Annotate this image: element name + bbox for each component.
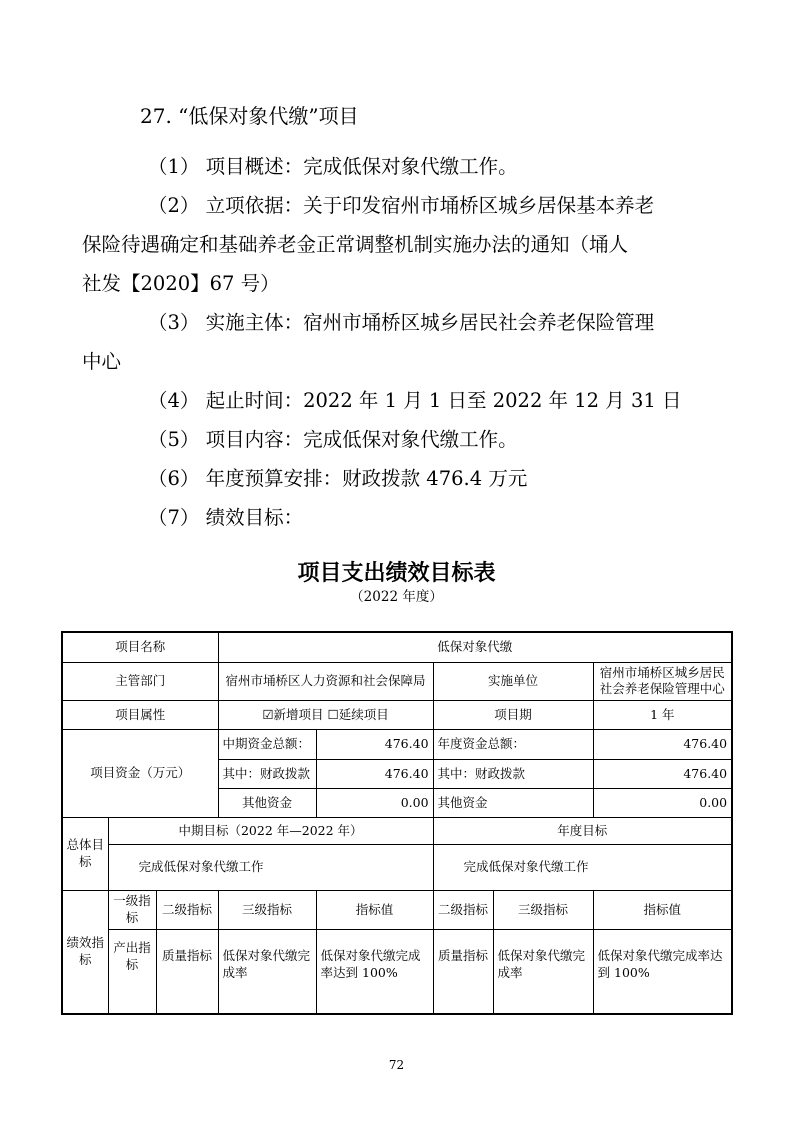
year-total-value: 476.40 [593,730,732,760]
year-other-value: 0.00 [593,789,732,818]
impl-label: 实施单位 [433,662,593,701]
item-goals: （7） 绩效目标： [148,506,304,529]
row-level1: 产出指标 [108,930,156,1014]
table-subtitle: （2022 年度） [350,589,443,605]
year-fiscal-label: 其中：财政拨款 [433,760,593,789]
project-name-value: 低保对象代缴 [218,632,732,662]
attr-label: 项目属性 [62,701,218,730]
year-goal-header: 年度目标 [433,818,732,845]
year-total-label: 年度资金总额： [433,730,593,760]
item-entity-line2: 中心 [82,350,122,373]
header-value: 指标值 [316,891,433,930]
dept-value: 宿州市埇桥区人力资源和社会保障局 [218,662,433,701]
period-label: 项目期 [433,701,593,730]
row-level3: 低保对象代缴完成率 [218,930,316,1014]
item-basis-line3: 社发【2020】67 号） [82,272,280,295]
performance-table [61,631,733,1015]
header-level1: 一级指标 [108,891,156,930]
funds-label: 项目资金（万元） [62,730,218,818]
table-title: 项目支出绩效目标表 [297,561,496,586]
page-number: 72 [388,1058,405,1072]
overall-goal-label: 总体目标 [62,818,108,891]
row-value-year: 低保对象代缴完成率达到 100% [593,930,732,1014]
mid-goal-header: 中期目标（2022 年—2022 年） [108,818,433,845]
year-goal-text: 完成低保对象代缴工作 [433,845,732,891]
header-level2-year: 二级指标 [433,891,493,930]
perf-indicator-label: 绩效指标 [62,891,108,1014]
year-other-label: 其他资金 [433,789,593,818]
header-level3-year: 三级指标 [493,891,593,930]
header-level2: 二级指标 [156,891,218,930]
item-basis-line2: 保险待遇确定和基础养老金正常调整机制实施办法的通知（埇人 [82,233,629,256]
item-period: （4） 起止时间：2022 年 1 月 1 日至 2022 年 12 月 31 日 [148,389,682,412]
mid-goal-text: 完成低保对象代缴工作 [108,845,433,891]
mid-fiscal-value: 476.40 [316,760,433,789]
dept-label: 主管部门 [62,662,218,701]
impl-value: 宿州市埇桥区城乡居民社会养老保险管理中心 [593,662,732,701]
row-level2: 质量指标 [156,930,218,1014]
mid-other-label: 其他资金 [218,789,316,818]
item-content: （5） 项目内容：完成低保对象代缴工作。 [148,428,518,451]
row-level3-year: 低保对象代缴完成率 [493,930,593,1014]
mid-total-value: 476.40 [316,730,433,760]
mid-other-value: 0.00 [316,789,433,818]
year-fiscal-value: 476.40 [593,760,732,789]
row-level2-year: 质量指标 [433,930,493,1014]
mid-fiscal-label: 其中：财政拨款 [218,760,316,789]
item-overview: （1） 项目概述：完成低保对象代缴工作。 [148,155,518,178]
item-budget: （6） 年度预算安排：财政拨款 476.4 万元 [148,467,528,490]
section-heading: 27. “低保对象代缴”项目 [140,104,359,128]
item-entity-line1: （3） 实施主体：宿州市埇桥区城乡居民社会养老保险管理 [148,311,655,334]
period-value: 1 年 [593,701,732,730]
item-basis-line1: （2） 立项依据：关于印发宿州市埇桥区城乡居保基本养老 [148,194,655,217]
mid-total-label: 中期资金总额： [218,730,316,760]
header-level3: 三级指标 [218,891,316,930]
row-value: 低保对象代缴完成率达到 100% [316,930,433,1014]
header-value-year: 指标值 [593,891,732,930]
attr-value: ☑新增项目 ☐延续项目 [218,701,433,730]
project-name-label: 项目名称 [62,632,218,662]
